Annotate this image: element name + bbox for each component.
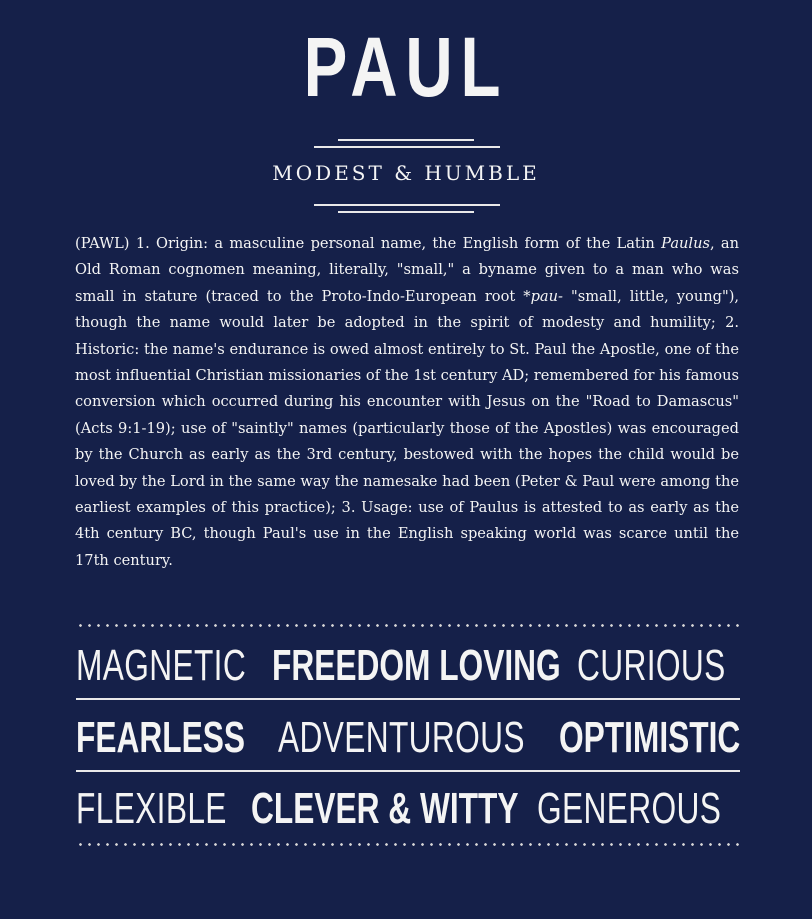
trait-flexible: FLEXIBLE	[76, 784, 227, 833]
historic-text: the name's endurance is owed almost entirely to St. Paul the Apostle, one of the most influential Christian missionaries of the 1st century AD; remembered for his famous conversion which occurred during his encounter with Jesus on the "Road to Damascus" (Acts 9:1-19); use of "saintly" names (particularly those of the Apostles) was encouraged by the Church as early as the 3rd century, bestowed with the hopes the child would be loved by the Lord in the same way the namesake had been (Peter & Paul were among the earliest examples of this practice);	[75, 340, 740, 517]
dotted-divider-top	[76, 624, 740, 627]
latin-name: Paulus	[661, 235, 710, 252]
usage-label: 3. Usage:	[341, 499, 413, 517]
origin-text: a masculine personal name, the English form of the Latin	[214, 235, 655, 252]
trait-clever-and-witty: CLEVER & WITTY	[251, 784, 519, 833]
name-tagline: MODEST & HUMBLE	[272, 161, 540, 185]
traits-row-3	[76, 781, 740, 837]
tagline-rule-lower	[338, 211, 474, 213]
traits-divider-2	[76, 770, 740, 772]
root-word: *pau-	[523, 287, 563, 305]
origin-text-continued: , an Old Roman cognomen meaning, literally, "small," a byname given to a man who was small in stature (traced to the Proto-Indo-European root	[75, 235, 740, 305]
title-rule-upper	[338, 139, 474, 141]
trait-curious: CURIOUS	[576, 641, 726, 690]
trait-adventurous: ADVENTUROUS	[277, 713, 525, 762]
trait-generous: GENEROUS	[537, 784, 722, 833]
name-title: PAUL	[303, 20, 509, 114]
dotted-divider-bottom	[76, 843, 740, 846]
trait-fearless: FEARLESS	[76, 713, 245, 762]
usage-text: use of Paulus is attested to as early as the 4th century BC, though Paul's use in the English speaking world was scarce until the 17th century.	[75, 499, 739, 569]
trait-optimistic: OPTIMISTIC	[559, 713, 741, 762]
origin-label: 1. Origin:	[135, 235, 208, 252]
tagline-rule-upper	[314, 204, 500, 206]
traits-row-2	[76, 710, 740, 766]
origin-text-end: "small, little, young"), though the name would later be adopted in the spirit of modesty and humility;	[75, 287, 740, 332]
title-rule-lower	[314, 146, 500, 148]
historic-label: 2. Historic:	[75, 314, 740, 358]
trait-freedom-loving: FREEDOM LOVING	[271, 641, 561, 690]
pronunciation: (PAWL)	[75, 235, 130, 252]
traits-divider-1	[76, 698, 740, 700]
traits-row-1	[76, 638, 740, 694]
trait-magnetic: MAGNETIC	[76, 641, 247, 690]
name-definition	[75, 231, 739, 574]
